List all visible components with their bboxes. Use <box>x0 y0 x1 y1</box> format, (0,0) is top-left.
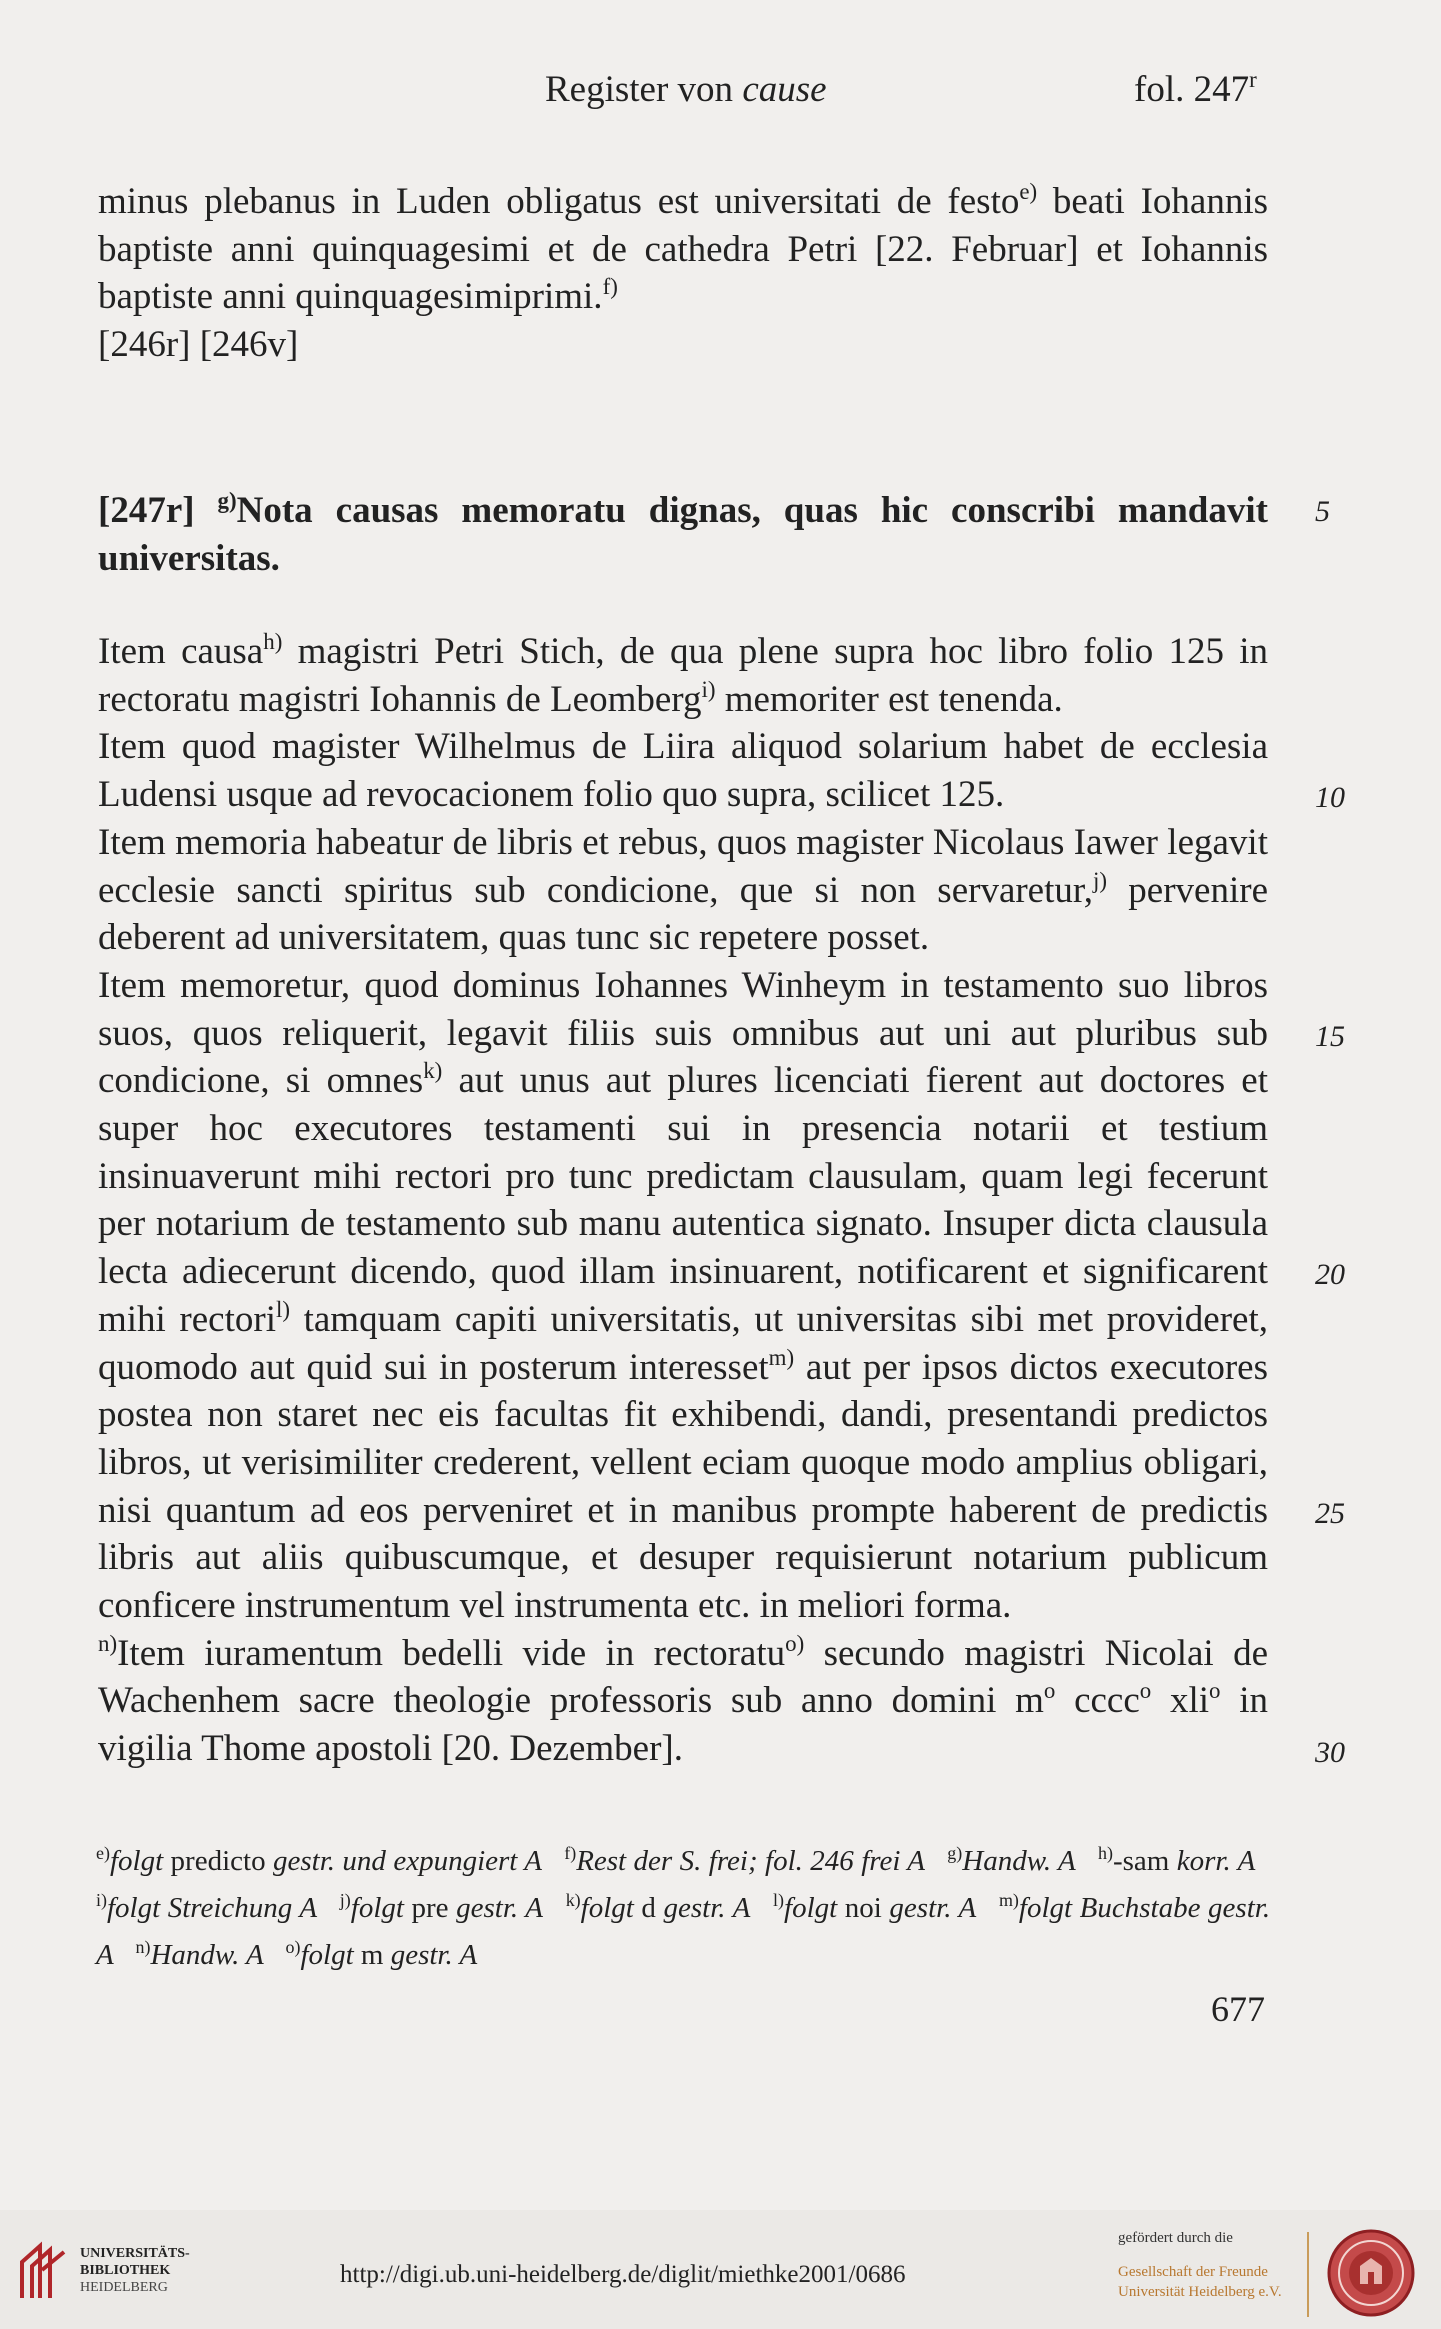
text-block-intro <box>98 178 1268 369</box>
sponsor-name[interactable]: Gesellschaft der Freunde Universität Heidelberg e.V. <box>1118 2264 1282 2300</box>
line-number: 20 <box>1315 1258 1345 1291</box>
line-number: 15 <box>1315 1020 1345 1053</box>
university-seal-icon[interactable] <box>1326 2228 1416 2323</box>
entry-paragraph: Item memoretur, quod dominus Iohannes Winheym in testamento suo libros suos, quos reliquerit, legavit filiis suis omnibus aut uni aut pluribus sub condicione, si omnes$^{k)}$ aut unus aut plures licenciati fierent aut doctores et super hoc executores testamenti sui in presencia notarii et testium insinuaverunt mihi rectori pro tunc predictam clausulam, quam legi fecerunt per notarium de testamento sub manu autentica signato. Insuper dicta clausula lecta adiecerunt dicendo, quod illam insinuarent, notificarent et significarent mihi rectori$^{l)}$ tamquam capiti universitatis, ut universitas sibi met provideret, quomodo aut quid sui in posterum interesset$^{m)}$ aut per ipsos dictos executores postea non staret nec eis facultas fit exhibendi, dandi, presentandi predictos libros, ut verisimiliter crederent, vellent eciam quoque modo amplius obligari, nisi quantum ad eos perveniret et in manibus prompte haberent de predictis libris aut aliis quibuscumque, et desuper requisierunt notarium publicum conficere instrumentum vel instrumenta etc. in meliori forma. <box>98 964 1269 1627</box>
line-number: 5 <box>1315 495 1330 528</box>
library-logo-icon[interactable] <box>18 2240 70 2307</box>
library-name: UNIVERSITÄTS- BIBLIOTHEK HEIDELBERG <box>80 2246 190 2295</box>
section-heading: [247r] $^{g)}$Nota causas memoratu dignas, quas hic conscribi mandavit universitas. <box>98 487 1268 579</box>
folio-references: [246r] [246v] <box>98 324 299 366</box>
running-head-folio: fol. 247$^r$ <box>1134 66 1257 110</box>
line-number: 25 <box>1315 1497 1345 1530</box>
footnotes: $^{e)}$folgt predicto gestr. und expungiert A $^{f)}$Rest der S. frei; fol. 246 frei A $^{g)}$Handw. A $^{h)}$-sam korr. A $^{i)}$folgt Streichung A $^{j)}$folgt pre gestr. A $^{k)}$folgt d gestr. A $^{l)}$folgt noi gestr. A $^{m)}$folgt Buchstabe gestr. A $^{n)}$Handw. A $^{o)}$folgt m gestr. A <box>96 1842 1271 1971</box>
line-number: 30 <box>1315 1736 1345 1769</box>
entry-paragraph: Item memoria habeatur de libris et rebus, quos magister Nicolaus Iawer legavit ecclesie sancti spiritus sub condicione, que si non servaretur,$^{j)}$ pervenire deberent ad universitatem, quas tunc sic repetere posset. <box>98 821 1268 959</box>
permalink-url[interactable]: http://digi.ub.uni-heidelberg.de/diglit/miethke2001/0686 <box>340 2261 906 2288</box>
footer-divider <box>1307 2232 1309 2317</box>
entry-paragraph: Item quod magister Wilhelmus de Liira aliquod solarium habet de ecclesia Ludensi usque ad revocacionem folio quo supra, scilicet 125. <box>98 726 1268 816</box>
text-block-entries <box>98 628 1268 1773</box>
entry-paragraph: $^{n)}$Item iuramentum bedelli vide in rectoratu$^{o)}$ secundo magistri Nicolai de Wachenhem sacre theologie professoris sub anno domini $m^o$ cccc$^o$ xli$^o$ in vigilia Thome apostoli [20. Dezember]. <box>98 1630 1268 1770</box>
entry-paragraph: Item causa$^{h)}$ magistri Petri Stich, de qua plene supra hoc libro folio 125 in rectoratu magistri Iohannis de Leomberg$^{i)}$ memoriter est tenenda. <box>98 628 1268 720</box>
page-number: 677 <box>1211 1989 1265 2029</box>
sponsor-label: gefördert durch die <box>1118 2230 1233 2246</box>
running-head-title: Register von cause <box>545 69 827 110</box>
line-number: 10 <box>1315 781 1345 814</box>
intro-paragraph: minus plebanus in Luden obligatus est universitati de festo$^{e)}$ beati Iohannis baptiste anni quinquagesimi et de cathedra Petri [22. Februar] et Iohannis baptiste anni quinquagesimiprimi.$^{f)}$ <box>98 178 1268 318</box>
